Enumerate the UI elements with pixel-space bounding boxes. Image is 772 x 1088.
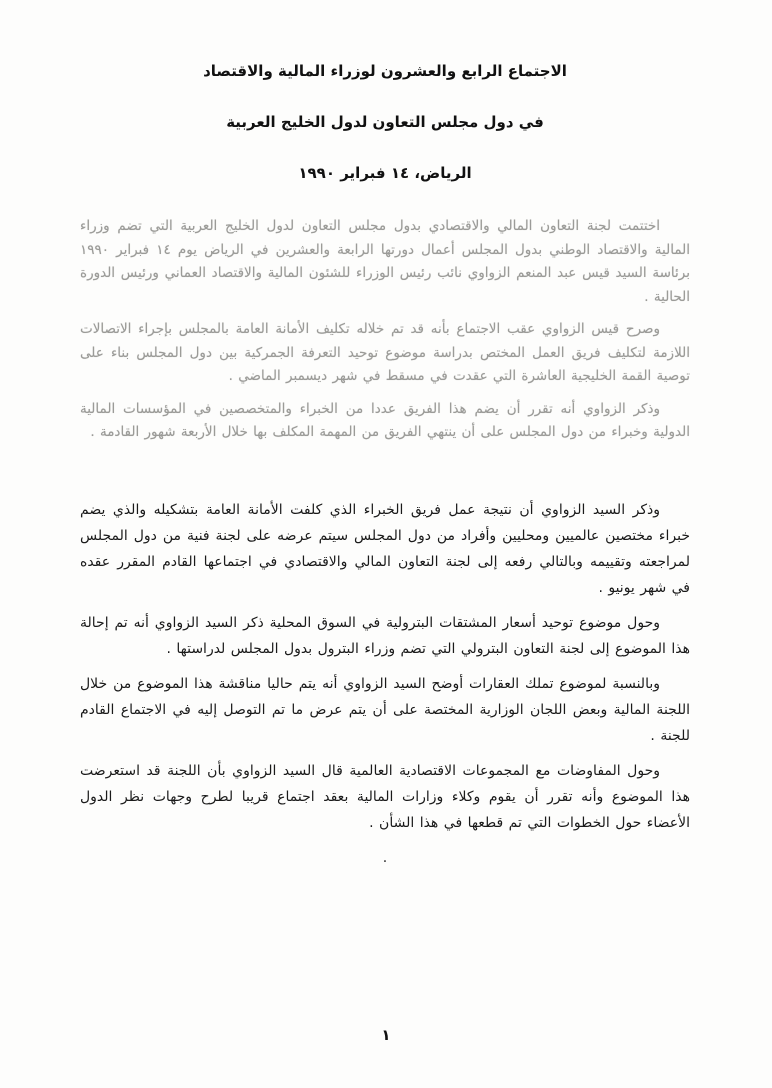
paragraph-opening: اختتمت لجنة التعاون المالي والاقتصادي بدول مجلس التعاون لدول الخليج العربية التي تضم وزراء المالية والاقتصاد الوطني بدول المجلس أعمال دورتها الرابعة والعشرين في الرياض يوم ١٤ فبراير ١٩٩٠ برئاسة السيد قيس عبد المنعم الزواوي نائب رئيس الوزراء للشئون المالية والاقتصاد العماني ورئيس الدورة الحالية . [80, 218, 690, 305]
paragraph-negotiations: وحول المفاوضات مع المجموعات الاقتصادية العالمية قال السيد الزواوي بأن اللجنة قد استعرضت هذا الموضوع وأنه تقرر أن يقوم وكلاء وزارات المالية بعقد اجتماع قريبا لطرح وجهات نظر الدول الأعضاء حول الخطوات التي تم قطعها في هذا الشأن . [80, 762, 690, 831]
clear-paragraphs-block [80, 497, 690, 836]
title-line-meeting: الاجتماع الرابع والعشرون لوزراء المالية والاقتصاد [203, 62, 567, 80]
faded-paragraphs-block [80, 215, 690, 445]
paragraph-statement: وصرح قيس الزواوي عقب الاجتماع بأنه قد تم خلاله تكليف الأمانة العامة بالمجلس بإجراء الاتصالات اللازمة لتكليف فريق العمل المختص بدراسة موضوع توحيد التعرفة الجمركية بين دول المجلس بناء على توصية القمة الخليجية العاشرة التي عقدت في مسقط في شهر ديسمبر الماضي . [80, 321, 690, 384]
paragraph-experts-result: وذكر السيد الزواوي أن نتيجة عمل فريق الخبراء الذي كلفت الأمانة العامة بتشكيله والذي يضم خبراء مختصين عالميين ومحليين وأفراد من دول المجلس سيتم عرضه على لجنة فنية من دول المجلس لمراجعته وتقييمه وبالتالي رفعه إلى لجنة التعاون المالي والاقتصادي في اجتماعها القادم المقرر عقده في شهر يونيو . [80, 501, 690, 596]
document-title-block [80, 62, 690, 182]
paragraph-real-estate: وبالنسبة لموضوع تملك العقارات أوضح السيد الزواوي أنه يتم حاليا مناقشة هذا الموضوع من خلال اللجنة المالية وبعض اللجان الوزارية المختصة على أن يتم عرض ما تم التوصل إليه في الاجتماع القادم للجنة . [80, 675, 690, 744]
title-line-council: في دول مجلس التعاون لدول الخليج العربية [226, 113, 544, 131]
paragraph-experts-team: وذكر الزواوي أنه تقرر أن يضم هذا الفريق عددا من الخبراء والمتخصصين في المؤسسات المالية الدولية وخبراء من دول المجلس على أن ينتهي الفريق من المهمة المكلف بها خلال الأربعة شهور القادمة . [80, 400, 690, 440]
page-number: ١ [381, 1026, 391, 1044]
paragraph-petroleum-prices: وحول موضوع توحيد أسعار المشتقات البترولية في السوق المحلية ذكر السيد الزواوي أنه تم إحالة هذا الموضوع إلى لجنة التعاون البترولي التي تضم وزراء البترول بدول المجلس لدراستها . [80, 614, 690, 657]
title-line-date-place: الرياض، ١٤ فبراير ١٩٩٠ [298, 164, 472, 182]
stray-ink-dot: . [382, 849, 388, 866]
